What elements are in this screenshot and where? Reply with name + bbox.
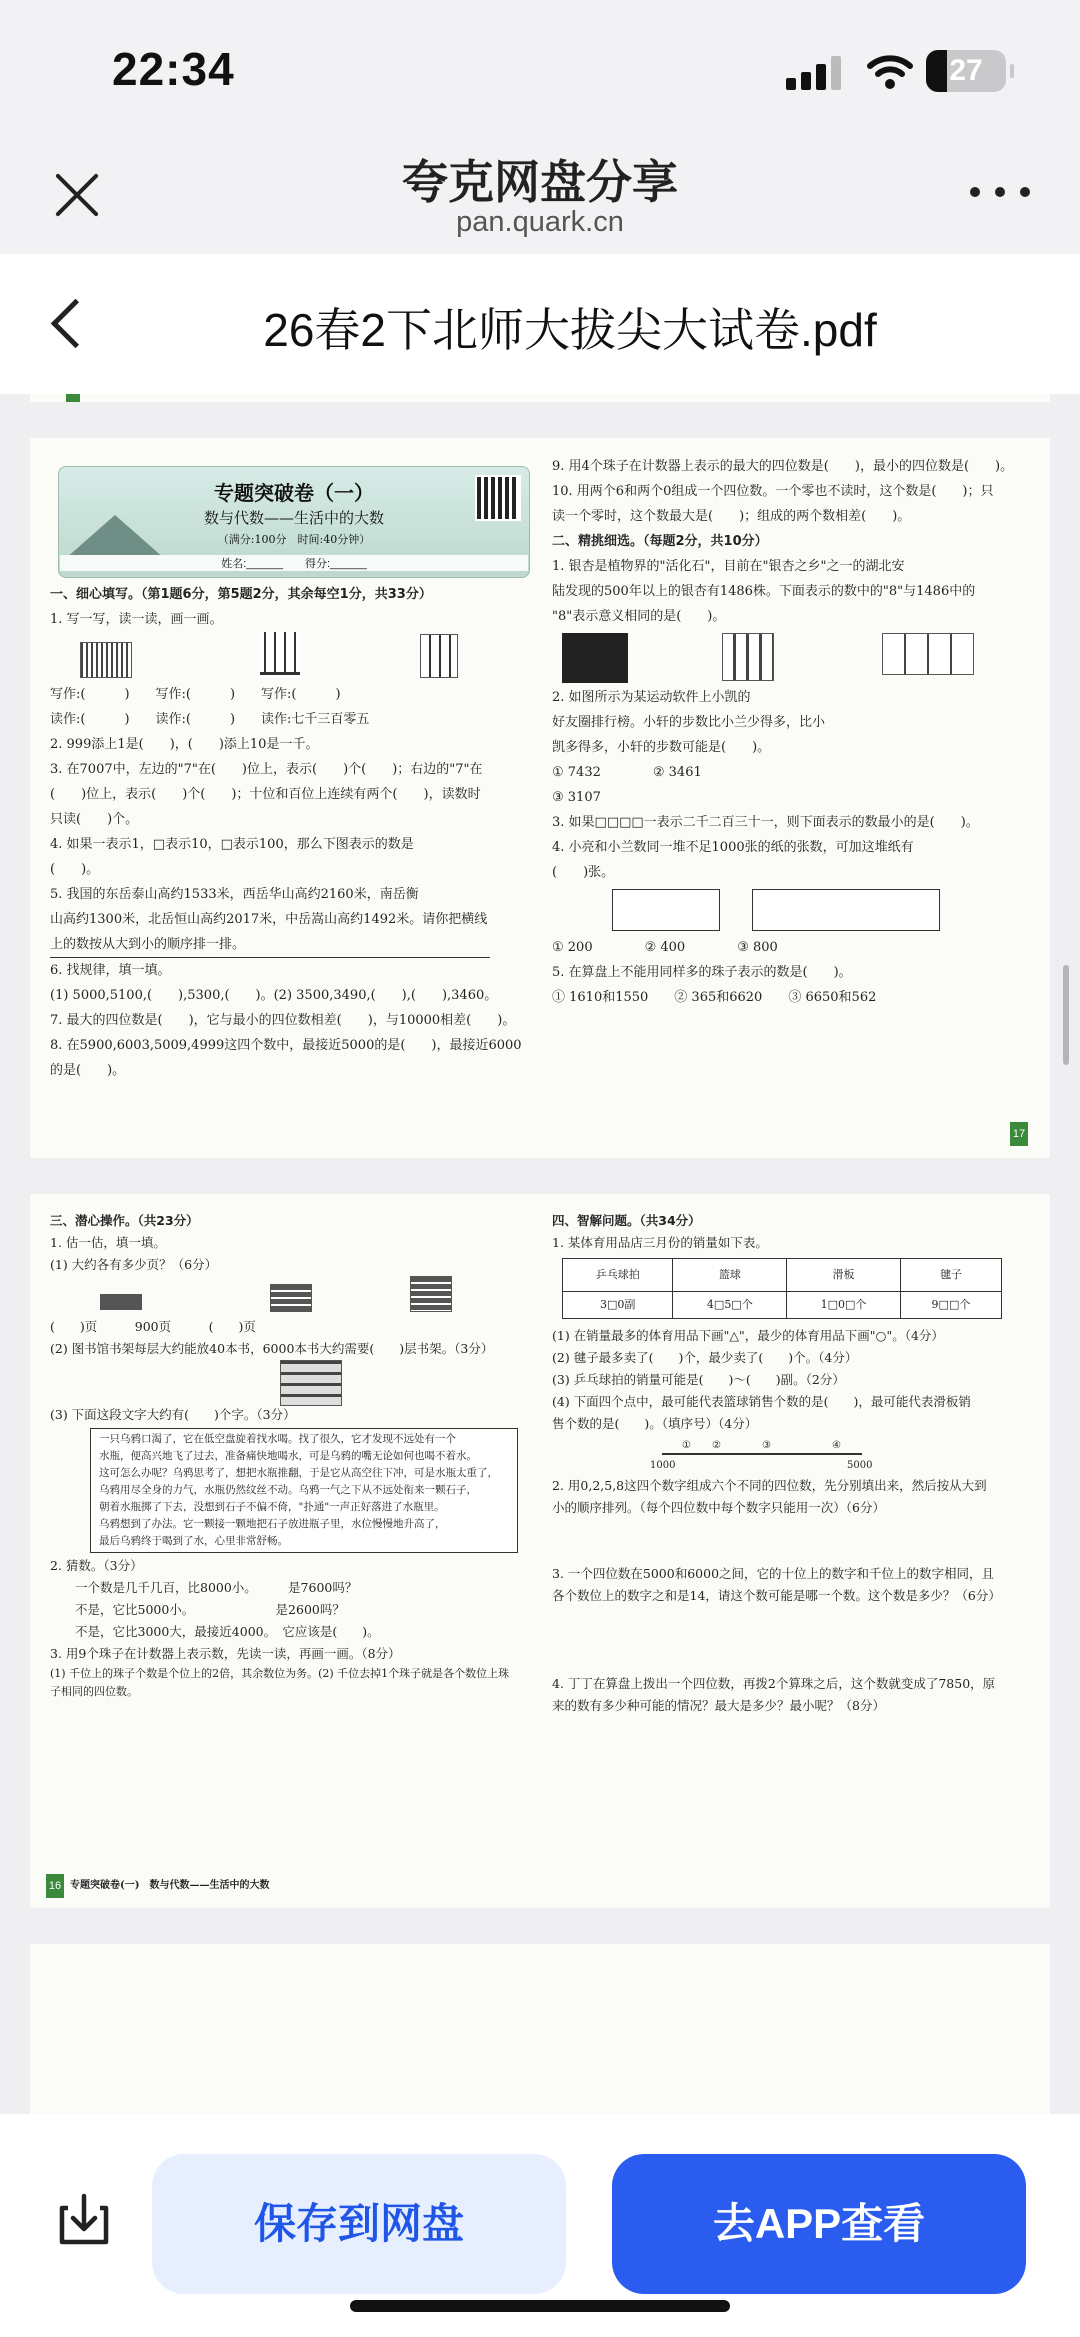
text-line: 7. 最大的四位数是( )，它与最小的四位数相差( )，与10000相差( )。	[50, 1013, 516, 1028]
scrollbar[interactable]	[1063, 965, 1069, 1065]
text-line: 各个数位上的数字之和是14，请这个数可能是哪一个数。这个数是多少？（6分）	[552, 1588, 1001, 1603]
text-line: 2. 用0,2,5,8这四个数字组成六个不同的四位数，先分别填出来，然后按从大到	[552, 1478, 987, 1493]
text-line: 只读( )个。	[50, 812, 139, 827]
text-line: 最后乌鸦终于喝到了水，心里非常舒畅。	[99, 1535, 288, 1547]
banner-subtitle: 数与代数——生活中的大数	[203, 509, 384, 527]
bookshelf-figure	[280, 1360, 342, 1406]
open-in-app-button[interactable]: 去APP查看	[612, 2154, 1026, 2294]
text-line: 陆发现的500年以上的银杏有1486株。下面表示的数中的"8"与1486中的	[552, 584, 976, 599]
text-line: 山高约1300米，北岳恒山高约2017米，中岳嵩山高约1492米。请你把横线	[50, 912, 488, 927]
text-line: 4. 小亮和小兰数同一堆不足1000张的纸的张数，可加这堆纸有	[552, 840, 914, 855]
number-line-point: ③	[762, 1440, 771, 1451]
text-line: ( )张。	[552, 865, 615, 880]
text-line: 5. 我国的东岳泰山高约1533米，西岳华山高约2160米，南岳衡	[50, 887, 419, 902]
sales-table	[562, 1258, 1002, 1319]
abacus-options-row	[552, 629, 1032, 685]
text-line: ① 200 ② 400 ③ 800	[552, 940, 778, 955]
text-line: 1. 写一写，读一读，画一画。	[50, 612, 223, 627]
status-time: 22:34	[112, 43, 235, 95]
text-line: 6. 找规律，填一填。	[50, 963, 171, 978]
table-header-cell: 滑板	[787, 1259, 901, 1292]
text-line: 四、智解问题。（共34分）	[552, 1213, 701, 1228]
banner-name-field: 姓名:______ 得分:______	[60, 555, 528, 571]
more-options-icon[interactable]	[970, 182, 1034, 202]
number-line-start: 1000	[650, 1460, 676, 1471]
number-line	[650, 1435, 873, 1475]
table-header-cell: 乒乓球拍	[563, 1259, 673, 1292]
book-stack-large	[410, 1276, 452, 1312]
number-line-point: ④	[832, 1440, 841, 1451]
text-line: ① 1610和1550 ② 365和6620 ③ 6650和562	[552, 990, 877, 1005]
text-line: 3. 如果□□□□一表示二千二百三十一，则下面表示的数最小的是( )。	[552, 815, 979, 830]
text-line: ( )。	[50, 862, 100, 877]
pdf-page-next	[30, 1944, 1050, 2114]
abacus-option-3	[882, 633, 974, 675]
table-cell: 9□□个	[900, 1292, 1001, 1319]
text-line: 读一个零时，这个数最大是( )；组成的两个数相差( )。	[552, 509, 911, 524]
books-figure-row	[50, 1276, 530, 1316]
text-line: 凯多得多，小轩的步数可能是( )。	[552, 740, 771, 755]
save-to-drive-button[interactable]: 保存到网盘	[152, 2154, 566, 2294]
qr-code-icon	[475, 475, 521, 521]
text-line: 1. 估一估，填一填。	[50, 1235, 166, 1250]
text-line: "8"表示意义相同的是( )。	[552, 609, 726, 624]
abacus-option-2	[722, 633, 774, 681]
story-passage	[90, 1428, 518, 1553]
text-line: (1) 5000,5100,( ),5300,( )。(2) 3500,3490,( ),( ),3460。	[50, 988, 498, 1003]
book-stack-medium	[270, 1284, 312, 1312]
text-line: 2. 如图所示为某运动软件上小凯的	[552, 690, 751, 705]
text-line: 三、潜心操作。（共23分）	[50, 1213, 199, 1228]
text-line: (4) 下面四个点中，最可能代表篮球销售个数的是( )，最可能代表滑板销	[552, 1394, 971, 1409]
header-url: pan.quark.cn	[456, 206, 624, 238]
abacus-figure	[260, 632, 300, 678]
text-line: 4. 如果一表示1，□表示10，□表示100，那么下图表示的数是	[50, 837, 414, 852]
text-line: 售个数的是( )。（填序号）（4分）	[552, 1416, 758, 1431]
table-cell: 4□5□个	[673, 1292, 787, 1319]
text-line: 9. 用4个珠子在计数器上表示的最大的四位数是( )，最小的四位数是( )。	[552, 459, 1014, 474]
number-line-point: ①	[682, 1440, 691, 1451]
text-line: 3. 用9个珠子在计数器上表示数，先读一读，再画一画。（8分）	[50, 1646, 401, 1661]
bookshelf-row	[50, 1360, 530, 1404]
pdf-page-previous	[30, 394, 1050, 402]
text-line: (3) 下面这段文字大约有( )个字。（3分）	[50, 1407, 296, 1422]
text-line: (2) 毽子最多卖了( )个，最少卖了( )个。（4分）	[552, 1350, 858, 1365]
text-line: 一只乌鸦口渴了，它在低空盘旋着找水喝。找了很久，它才发现不远处有一个	[99, 1433, 456, 1445]
text-line: 1. 某体育用品店三月份的销量如下表。	[552, 1235, 768, 1250]
text-line: 不是，它比5000小。 是2600吗？	[50, 1602, 345, 1617]
text-line: 1. 银杏是植物界的"活化石"，目前在"银杏之乡"之一的湖北安	[552, 559, 905, 574]
figure-row	[50, 632, 530, 682]
header-title: 夸克网盘分享	[402, 156, 678, 208]
counting-frame-figure	[420, 634, 458, 678]
test-banner	[58, 466, 530, 578]
text-line: 小的顺序排列。（每个四位数中每个数字只能用一次）（6分）	[552, 1500, 885, 1515]
document-title-bar	[0, 254, 1080, 394]
text-line: 10. 用两个6和两个0组成一个四位数。一个零也不读时，这个数是( )；只	[552, 484, 994, 499]
table-cell: 3□0副	[563, 1292, 673, 1319]
speech-bubbles-row	[552, 885, 1032, 935]
pdf-page-17	[30, 438, 1050, 1158]
text-line: 8. 在5900,6003,5009,4999这四个数中，最接近5000的是( )，最接近6000	[50, 1038, 522, 1053]
page-number: 17	[1010, 1122, 1028, 1146]
status-bar	[0, 0, 1080, 130]
text-line: 4. 丁丁在算盘上拨出一个四位数，再拨2个算珠之后，这个数就变成了7850，原	[552, 1676, 996, 1691]
text-line: ( )页 900页 ( )页	[50, 1319, 256, 1334]
cellular-signal-icon	[786, 56, 846, 90]
text-line: 上的数按从大到小的顺序排一排。	[50, 937, 246, 952]
battery-level: 27	[949, 54, 983, 87]
page2-right-column	[552, 1210, 1032, 1717]
cube-blocks-figure	[80, 642, 132, 678]
back-arrow-icon[interactable]	[48, 296, 88, 352]
text-line: 二、精挑细选。（每题2分，共10分）	[552, 534, 768, 549]
page-footer: 专题突破卷(一) 数与代数——生活中的大数	[70, 1880, 270, 1891]
text-line: (1) 大约各有多少页？（6分）	[50, 1257, 218, 1272]
text-line: 3. 在7007中，左边的"7"在( )位上，表示( )个( )；右边的"7"在	[50, 762, 483, 777]
number-line-end: 5000	[847, 1460, 873, 1471]
page2-left-column	[50, 1210, 530, 1701]
text-line: 写作:( ) 写作:( ) 写作:( )	[50, 687, 341, 702]
page1-right-column	[552, 454, 1032, 1010]
text-line: (3) 乒乓球拍的销量可能是( )～( )副。（2分）	[552, 1372, 845, 1387]
text-line: 2. 999添上1是( )，( )添上10是一千。	[50, 737, 319, 752]
text-line: ( )位上，表示( )个( )；十位和百位上连续有两个( )，读数时	[50, 787, 481, 802]
battery-icon	[926, 50, 1006, 92]
text-line: 乌鸦用尽全身的力气，水瓶仍然纹丝不动。乌鸦一气之下从不远处衔来一颗石子，	[99, 1484, 477, 1496]
pdf-page-16	[30, 1194, 1050, 1908]
text-line: (1) 千位上的珠子个数是个位上的2倍，其余数位为务。(2) 千位去掉1个珠子就是各个数位上珠子相同的四位数。	[50, 1667, 510, 1698]
table-header-cell: 篮球	[673, 1259, 787, 1292]
text-line: 5. 在算盘上不能用同样多的珠子表示的数是( )。	[552, 965, 852, 980]
text-line: (1) 在销量最多的体育用品下画"△"，最少的体育用品下画"○"。（4分）	[552, 1328, 944, 1343]
text-line: 一、细心填写。（第1题6分，第5题2分，其余每空1分，共33分）	[50, 587, 432, 602]
table-cell: 1□0□个	[787, 1292, 901, 1319]
text-line: 来的数有多少种可能的情况？最大是多少？最小呢？（8分）	[552, 1698, 885, 1713]
text-line: 2. 猜数。（3分）	[50, 1558, 143, 1573]
text-line: 这可怎么办呢？乌鸦思考了，想把水瓶推翻，于是它从高空往下冲，可是水瓶太重了，	[99, 1467, 498, 1479]
banner-meta: （满分:100分 时间:40分钟）	[217, 533, 371, 546]
text-line: 朝着水瓶掷了下去，没想到石子不偏不倚，"扑通"一声正好落进了水瓶里。	[99, 1501, 445, 1513]
page-number: 16	[46, 1874, 64, 1898]
text-line: 好友圈排行榜。小轩的步数比小兰少得多，比小	[552, 715, 826, 730]
text-line: 一个数是几千几百，比8000小。 是7600吗？	[50, 1580, 358, 1595]
text-line: 3. 一个四位数在5000和6000之间，它的十位上的数字和千位上的数字相同，且	[552, 1566, 995, 1581]
text-line: 乌鸦想到了办法。它一颗接一颗地把石子放进瓶子里，水位慢慢地升高了，	[99, 1518, 446, 1530]
text-line: ③ 3107	[552, 790, 601, 805]
text-line: 的是( )。	[50, 1063, 126, 1078]
text-line: (2) 图书馆书架每层大约能放40本书，6000本书大约需要( )层书架。（3分）	[50, 1341, 494, 1356]
number-line-point: ②	[712, 1440, 721, 1451]
wifi-icon	[866, 52, 914, 90]
text-line: 水瓶，便高兴地飞了过去，准备痛快地喝水，可是乌鸦的嘴无论如何也喝不着水。	[99, 1450, 477, 1462]
table-header-cell: 毽子	[900, 1259, 1001, 1292]
abacus-option-1	[562, 633, 628, 683]
text-line: 读作:( ) 读作:( ) 读作:七千三百零五	[50, 712, 370, 727]
text-line: ① 7432 ② 3461	[552, 765, 702, 780]
book-stack-small	[100, 1294, 142, 1310]
page1-left-column	[50, 582, 530, 1083]
document-title: 26春2下北师大拔尖大试卷.pdf	[263, 304, 877, 356]
share-header	[0, 130, 1080, 254]
home-indicator[interactable]	[350, 2300, 730, 2312]
text-line: 不是，它比3000大，最接近4000。 它应该是( )。	[50, 1624, 380, 1639]
download-icon[interactable]	[56, 2192, 112, 2248]
pdf-viewer[interactable]	[0, 394, 1080, 2114]
banner-title: 专题突破卷（一）	[214, 481, 374, 505]
